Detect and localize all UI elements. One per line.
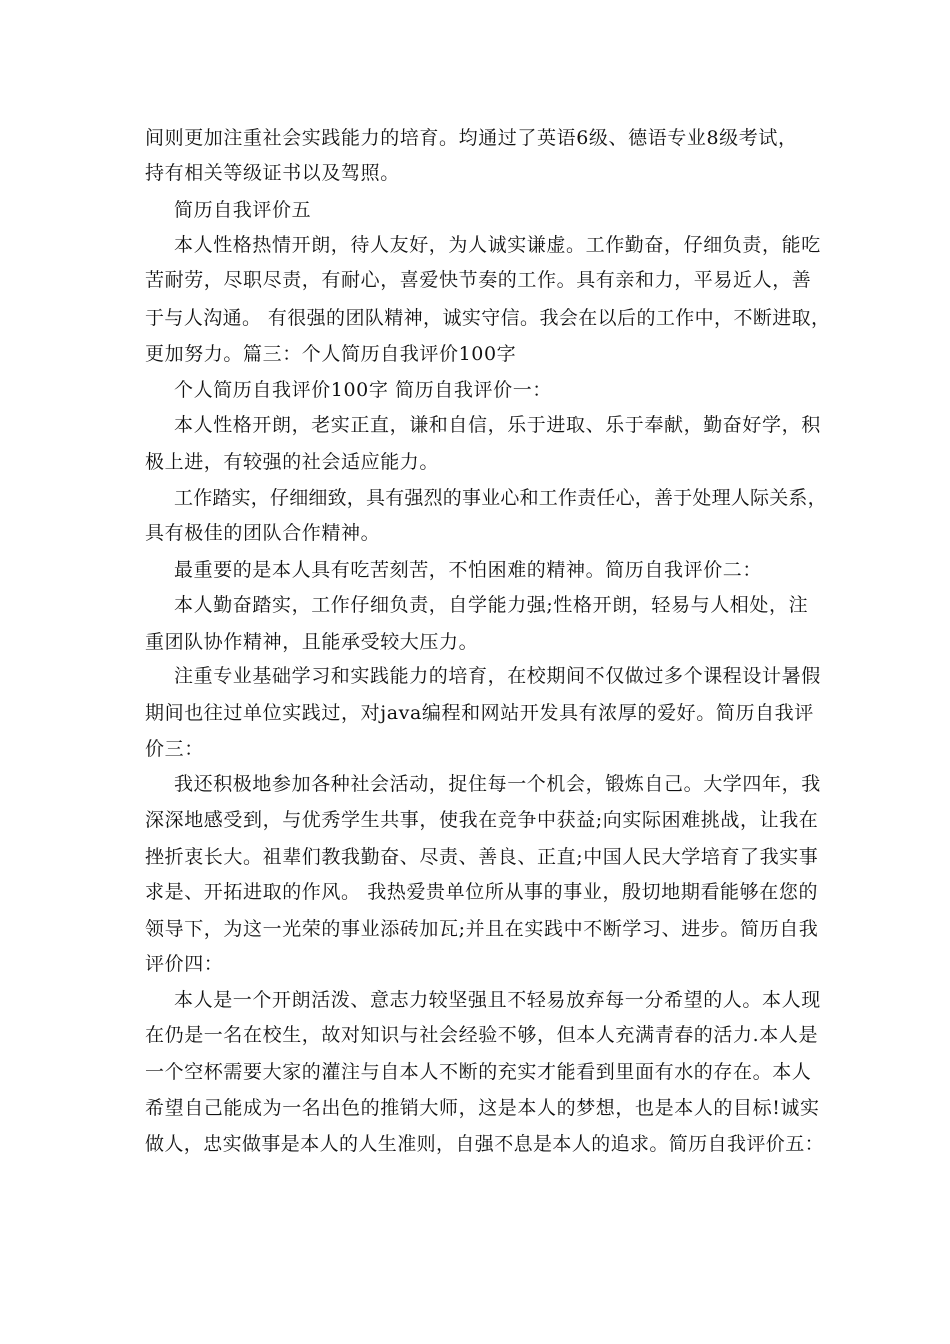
paragraph-line: 持有相关等级证书以及驾照。 — [145, 162, 400, 184]
paragraph-line: 于与人沟通。 有很强的团队精神，诚实守信。我会在以后的工作中，不断进取， — [145, 307, 831, 329]
paragraph-line: 我还积极地参加各种社会活动，捉住每一个机会，锻炼自己。大学四年，我 — [174, 773, 821, 795]
paragraph-line: 挫折衷长大。祖辈们教我勤奋、尽责、善良、正直;中国人民大学培育了我实事 — [145, 846, 819, 868]
paragraph-line: 本人性格热情开朗，待人友好，为人诚实谦虚。工作勤奋，仔细负责，能吃 — [174, 234, 821, 256]
paragraph-line: 本人勤奋踏实，工作仔细负责，自学能力强;性格开朗，轻易与人相处，注 — [174, 594, 809, 616]
paragraph-line: 苦耐劳，尽职尽责，有耐心，喜爱快节奏的工作。具有亲和力，平易近人，善 — [145, 269, 812, 291]
section-heading: 个人简历自我评价100字 简历自我评价一： — [174, 379, 552, 401]
paragraph-line: 求是、开拓进取的作风。 我热爱贵单位所从事的事业，殷切地期看能够在您的 — [145, 881, 819, 903]
paragraph-line: 注重专业基础学习和实践能力的培育，在校期间不仅做过多个课程设计暑假 — [174, 665, 821, 687]
paragraph-line: 在仍是一名在校生，故对知识与社会经验不够，但本人充满青春的活力.本人是 — [145, 1024, 819, 1046]
paragraph-line: 希望自己能成为一名出色的推销大师，这是本人的梦想，也是本人的目标!诚实 — [145, 1097, 820, 1119]
paragraph-line: 价三： — [145, 738, 204, 760]
paragraph-line: 深深地感受到，与优秀学生共事，使我在竞争中获益;向实际困难挑战，让我在 — [145, 809, 819, 831]
section-heading: 简历自我评价五 — [174, 199, 312, 221]
paragraph-line: 本人是一个开朗活泼、意志力较坚强且不轻易放弃每一分希望的人。本人现 — [174, 989, 821, 1011]
paragraph-line: 做人，忠实做事是本人的人生准则，自强不息是本人的追求。简历自我评价五： — [145, 1133, 825, 1155]
paragraph-line: 领导下，为这一光荣的事业添砖加瓦;并且在实践中不断学习、进步。简历自我 — [145, 918, 819, 940]
paragraph-line: 最重要的是本人具有吃苦刻苦，不怕困难的精神。简历自我评价二： — [174, 559, 763, 581]
paragraph-line: 一个空杯需要大家的灌注与自本人不断的充实才能看到里面有水的存在。本人 — [145, 1061, 812, 1083]
paragraph-line: 极上进，有较强的社会适应能力。 — [145, 451, 440, 473]
paragraph-line: 更加努力。篇三：个人简历自我评价100字 — [145, 343, 517, 365]
paragraph-line: 评价四： — [145, 953, 224, 975]
paragraph-line: 具有极佳的团队合作精神。 — [145, 522, 381, 544]
paragraph-line: 间则更加注重社会实践能力的培育。均通过了英语6级、德语专业8级考试， — [145, 127, 798, 149]
paragraph-line: 期间也往过单位实践过，对java编程和网站开发具有浓厚的爱好。简历自我评 — [145, 702, 814, 724]
paragraph-line: 重团队协作精神，且能承受较大压力。 — [145, 631, 479, 653]
paragraph-line: 本人性格开朗，老实正直，谦和自信，乐于进取、乐于奉献，勤奋好学，积 — [174, 414, 821, 436]
paragraph-line: 工作踏实，仔细细致，具有强烈的事业心和工作责任心，善于处理人际关系， — [174, 487, 827, 509]
